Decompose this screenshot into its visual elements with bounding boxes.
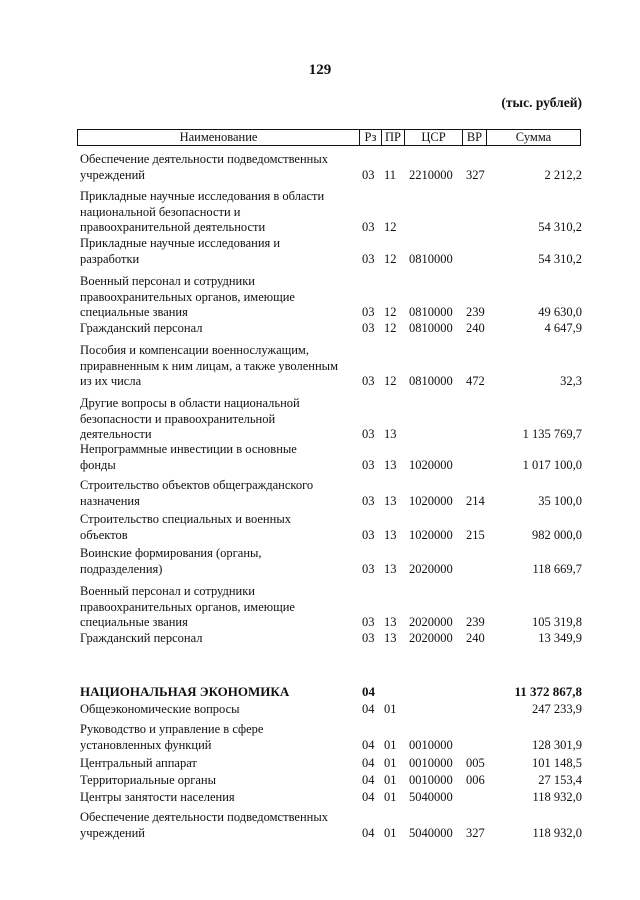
row-csr: 2210000 — [409, 167, 453, 182]
row-sum: 118 932,0 — [532, 825, 582, 840]
row-sum: 982 000,0 — [532, 527, 582, 542]
row-rz: 03 — [362, 561, 375, 576]
row-name: Воинские формирования (органы, подразделения) — [80, 546, 262, 576]
row-sum: 105 319,8 — [532, 615, 582, 629]
row-rz: 03 — [362, 527, 375, 542]
row-sum: 32,3 — [560, 374, 582, 388]
row-sum: 1 135 769,7 — [522, 427, 582, 441]
row-vr: 240 — [466, 321, 485, 335]
header-csr: ЦСР — [404, 130, 462, 145]
row-rz: 04 — [362, 684, 375, 699]
row-rz: 03 — [362, 167, 375, 182]
row-name: Непрограммные инвестиции в основные фонды — [80, 442, 297, 472]
row-rz: 04 — [362, 702, 375, 716]
row-rz: 03 — [362, 493, 375, 508]
row-rz: 03 — [362, 220, 375, 234]
row-vr: 006 — [466, 773, 485, 787]
row-vr: 327 — [466, 167, 485, 182]
row-sum: 54 310,2 — [538, 251, 582, 266]
row-name: Строительство объектов общегражданского назначения — [80, 478, 314, 508]
row-vr: 239 — [466, 305, 485, 319]
row-rz: 03 — [362, 321, 375, 335]
row-name: Руководство и управление в сфере установленных функций — [80, 722, 264, 752]
row-vr: 005 — [466, 756, 485, 770]
row-pr: 12 — [384, 251, 397, 266]
row-pr: 01 — [384, 773, 397, 787]
row-rz: 04 — [362, 825, 375, 840]
row-csr: 2020000 — [409, 615, 453, 629]
row-rz: 04 — [362, 737, 375, 752]
row-csr: 0810000 — [409, 251, 453, 266]
row-pr: 01 — [384, 756, 397, 770]
row-pr: 13 — [384, 457, 397, 472]
page-number: 129 — [308, 62, 332, 78]
row-csr: 5040000 — [409, 790, 453, 804]
row-csr: 1020000 — [409, 493, 453, 508]
row-vr: 214 — [466, 493, 485, 508]
section-title: НАЦИОНАЛЬНАЯ ЭКОНОМИКА — [80, 684, 290, 699]
row-vr: 215 — [466, 527, 485, 542]
row-csr: 0010000 — [409, 773, 453, 787]
row-sum: 118 932,0 — [532, 790, 582, 804]
row-pr: 13 — [384, 427, 397, 441]
row-vr: 239 — [466, 615, 485, 629]
row-name: Прикладные научные исследования в области национальной безопасности и правоохранительной деятельности — [80, 189, 325, 234]
row-rz: 03 — [362, 374, 375, 388]
row-csr: 0810000 — [409, 321, 453, 335]
row-pr: 13 — [384, 493, 397, 508]
row-csr: 2020000 — [409, 561, 453, 576]
row-vr: 472 — [466, 374, 485, 388]
row-sum: 49 630,0 — [538, 305, 582, 319]
row-sum: 1 017 100,0 — [522, 457, 582, 472]
row-rz: 03 — [362, 305, 375, 319]
row-rz: 04 — [362, 756, 375, 770]
row-pr: 01 — [384, 702, 397, 716]
row-csr: 0010000 — [409, 737, 453, 752]
row-pr: 12 — [384, 374, 397, 388]
row-pr: 11 — [384, 167, 397, 182]
row-sum: 128 301,9 — [532, 737, 582, 752]
row-pr: 13 — [384, 631, 397, 645]
row-name: Обеспечение деятельности подведомственных учреждений — [80, 152, 328, 182]
row-name: Территориальные органы — [80, 773, 217, 787]
row-csr: 5040000 — [409, 825, 453, 840]
row-csr: 0010000 — [409, 756, 453, 770]
header-vr: ВР — [462, 130, 486, 145]
row-name: Обеспечение деятельности подведомственных учреждений — [80, 810, 328, 840]
row-pr: 13 — [384, 527, 397, 542]
row-sum: 54 310,2 — [538, 220, 582, 234]
row-sum: 11 372 867,8 — [514, 684, 582, 699]
row-name: Гражданский персонал — [80, 631, 203, 645]
row-csr: 1020000 — [409, 527, 453, 542]
row-name: Военный персонал и сотрудники правоохранительных органов, имеющие специальные звания — [80, 274, 295, 319]
row-rz: 03 — [362, 457, 375, 472]
row-vr: 240 — [466, 631, 485, 645]
row-name: Строительство специальных и военных объектов — [80, 512, 291, 542]
row-sum: 4 647,9 — [544, 321, 582, 335]
row-csr: 2020000 — [409, 631, 453, 645]
header-pr: ПР — [381, 130, 404, 145]
row-sum: 27 153,4 — [538, 773, 582, 787]
header-sum: Сумма — [486, 130, 580, 145]
row-pr: 12 — [384, 220, 397, 234]
row-sum: 2 212,2 — [544, 167, 582, 182]
row-name: Пособия и компенсации военнослужащим, приравненным к ним лицам, а также уволенным из их числа — [80, 343, 338, 388]
row-rz: 03 — [362, 631, 375, 645]
row-sum: 247 233,9 — [532, 702, 582, 716]
row-csr: 1020000 — [409, 457, 453, 472]
row-name: Другие вопросы в области национальной безопасности и правоохранительной деятельности — [80, 396, 300, 441]
header-name: Наименование — [179, 130, 258, 144]
row-pr: 01 — [384, 790, 397, 804]
row-csr: 0810000 — [409, 305, 453, 319]
row-name: Гражданский персонал — [80, 321, 203, 335]
header-rz: Рз — [359, 130, 381, 145]
row-csr: 0810000 — [409, 374, 453, 388]
row-name: Военный персонал и сотрудники правоохранительных органов, имеющие специальные звания — [80, 584, 295, 629]
row-name: Общеэкономические вопросы — [80, 702, 240, 716]
row-pr: 13 — [384, 615, 397, 629]
row-pr: 12 — [384, 321, 397, 335]
row-vr: 327 — [466, 825, 485, 840]
row-rz: 03 — [362, 251, 375, 266]
row-sum: 118 669,7 — [532, 561, 582, 576]
row-sum: 101 148,5 — [532, 756, 582, 770]
row-name: Прикладные научные исследования и разработки — [80, 236, 281, 266]
row-sum: 13 349,9 — [538, 631, 582, 645]
table-header — [77, 129, 581, 146]
row-rz: 04 — [362, 790, 375, 804]
units-label: (тыс. рублей) — [501, 95, 582, 110]
row-pr: 13 — [384, 561, 397, 576]
row-pr: 12 — [384, 305, 397, 319]
row-rz: 04 — [362, 773, 375, 787]
row-pr: 01 — [384, 825, 397, 840]
row-name: Центральный аппарат — [80, 756, 197, 770]
row-sum: 35 100,0 — [538, 493, 582, 508]
row-name: Центры занятости населения — [80, 790, 235, 804]
row-rz: 03 — [362, 427, 375, 441]
row-rz: 03 — [362, 615, 375, 629]
row-pr: 01 — [384, 737, 397, 752]
